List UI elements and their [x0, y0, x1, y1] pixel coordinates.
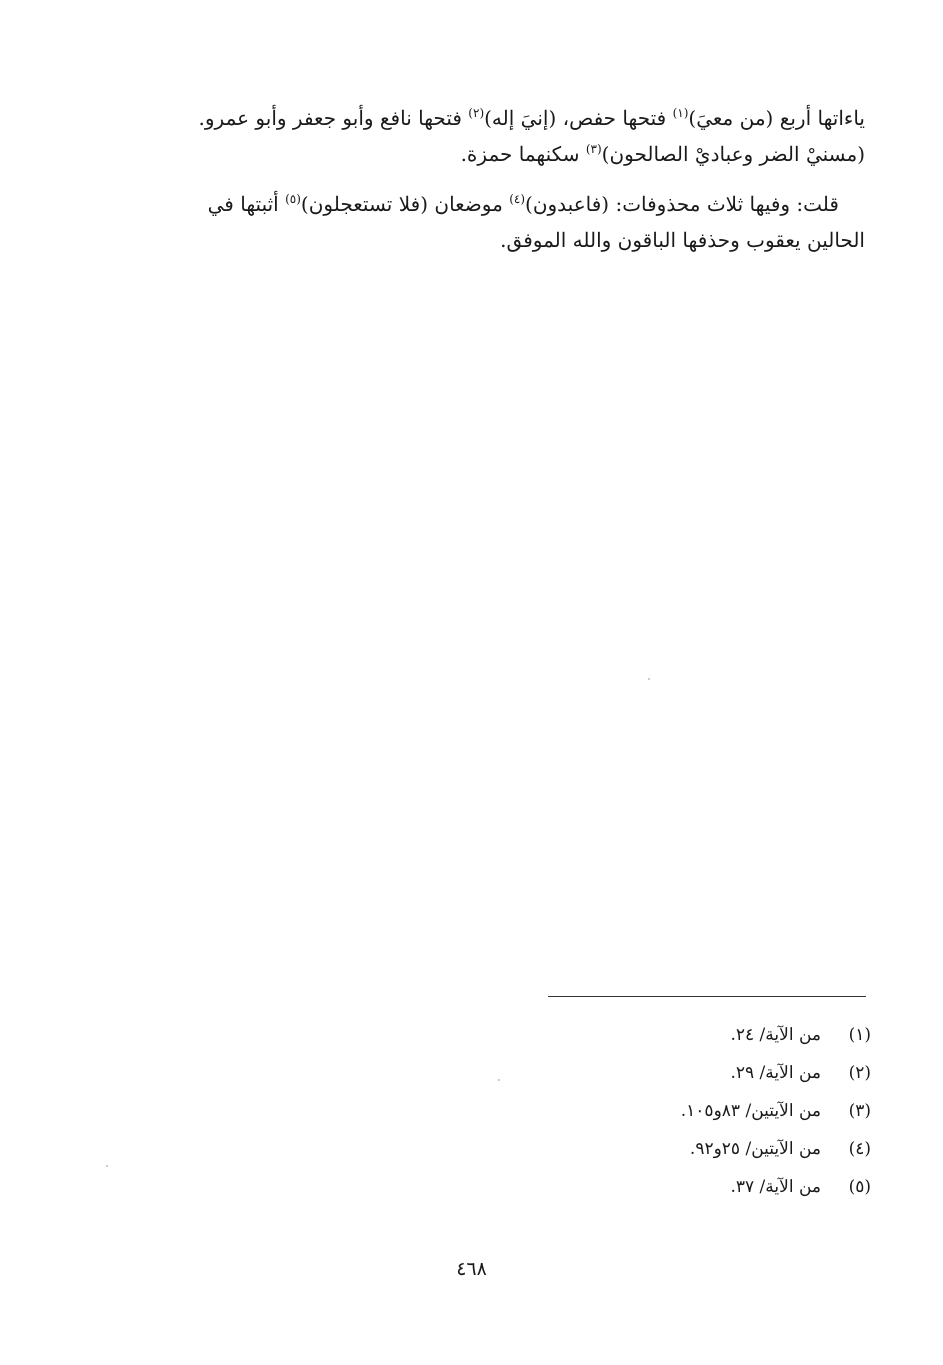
footnote-item: [551, 1092, 871, 1130]
text-run: فتحها نافع وأبو جعفر وأبو عمرو.: [198, 106, 469, 130]
text-line: [100, 186, 865, 222]
footnote-text: من الآية/ ٢٤.: [730, 1025, 821, 1045]
text-run: (مسنيْ الضر وعباديْ الصالحون): [601, 142, 865, 166]
footnote-item: [551, 1054, 871, 1092]
footnotes: [551, 1016, 871, 1206]
footnote-ref-3[interactable]: (٣): [585, 142, 602, 156]
footnote-ref-4[interactable]: (٤): [509, 192, 526, 206]
text-run: سكنهما حمزة.: [460, 142, 586, 166]
paragraph-2: [100, 186, 865, 258]
scan-speck: [648, 678, 650, 680]
text-line: [100, 100, 865, 136]
footnote-ref-1[interactable]: (١): [672, 106, 689, 120]
footnote-item: [551, 1016, 871, 1054]
paragraph-1: [100, 100, 865, 172]
footnote-item: [551, 1168, 871, 1206]
text-run: فتحها حفص، (إنيَ إله): [484, 106, 673, 130]
text-run: ياءاتها أربع (من معيَ): [688, 106, 865, 130]
footnote-number: (٥): [848, 1177, 871, 1197]
footnote-item: [551, 1130, 871, 1168]
footnote-ref-5[interactable]: (٥): [285, 192, 301, 206]
text-run: أثبتها في: [207, 192, 286, 216]
scan-speck: [106, 1165, 108, 1167]
footnote-number: (٢): [848, 1063, 871, 1083]
text-line: [100, 136, 865, 172]
scan-speck: [498, 1079, 500, 1081]
page-number: ٤٦٨: [456, 1258, 487, 1280]
main-text: [100, 100, 865, 272]
text-line: الحالين يعقوب وحذفها الباقون والله الموفق.: [500, 228, 865, 252]
footnote-ref-2[interactable]: (٢): [468, 106, 485, 120]
footnote-number: (١): [848, 1025, 871, 1045]
footnote-number: (٤): [848, 1139, 871, 1159]
footnote-number: (٣): [848, 1101, 871, 1121]
footnote-text: من الآية/ ٢٩.: [730, 1063, 821, 1083]
text-run: موضعان (فلا تستعجلون): [300, 192, 510, 216]
footnote-text: من الآيتين/ ٢٥و٩٢.: [689, 1139, 821, 1159]
text-run: قلت: وفيها ثلاث محذوفات: (فاعبدون): [525, 192, 839, 216]
footnote-text: من الآيتين/ ٨٣و١٠٥.: [680, 1101, 821, 1121]
footnote-separator: [548, 996, 866, 997]
footnote-text: من الآية/ ٣٧.: [730, 1177, 821, 1197]
